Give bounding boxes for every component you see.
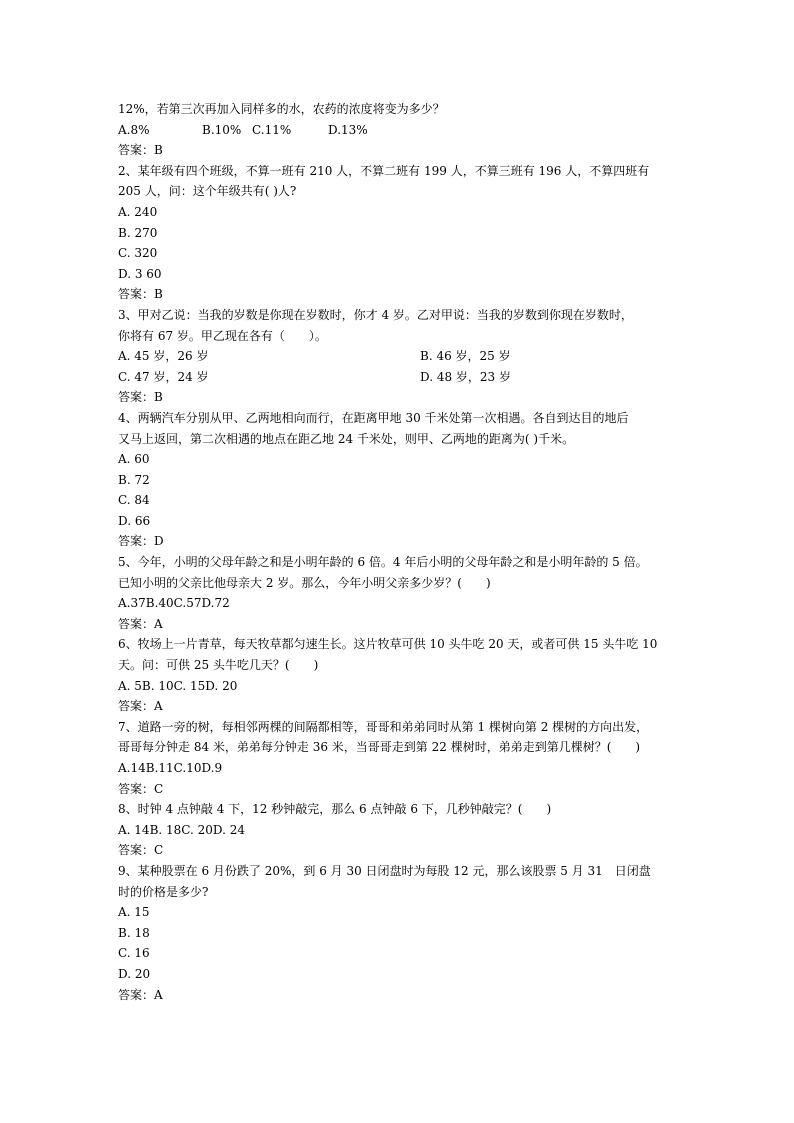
option-a: A. 15 bbox=[118, 905, 150, 920]
question-4-text: 4、两辆汽车分别从甲、乙两地相向而行，在距离甲地 30 千米处第一次相遇。各自到达目的地后 bbox=[118, 410, 629, 425]
document-page bbox=[118, 99, 718, 1005]
question-9-text-cont: 时的价格是多少? bbox=[118, 884, 209, 899]
question-8-text: 8、时钟 4 点钟敲 4 下，12 秒钟敲完，那么 6 点钟敲 6 下，几秒钟敲完？( ) bbox=[118, 802, 552, 817]
answer: 答案：A bbox=[118, 699, 163, 714]
option-b: B.10% bbox=[202, 122, 242, 137]
options-inline: A.14B.11C.10D.9 bbox=[118, 761, 223, 775]
question-3-text: 3、甲对乙说：当我的岁数是你现在岁数时，你才 4 岁。乙对甲说：当我的岁数到你现在岁数时， bbox=[118, 307, 633, 322]
question-2-text-cont: 205 人，问：这个年级共有( )人? bbox=[118, 184, 297, 199]
option-b: B. 46 岁，25 岁 bbox=[420, 349, 511, 364]
option-c: C. 84 bbox=[118, 493, 150, 508]
option-d: D. 3 60 bbox=[118, 266, 162, 281]
question-6-text: 6、牧场上一片青草，每天牧草都匀速生长。这片牧草可供 10 头牛吃 20 天，或者可供 15 头牛吃 10 bbox=[118, 637, 658, 652]
answer: 答案：B bbox=[118, 390, 163, 405]
option-c: C. 47 岁，24 岁 bbox=[118, 369, 209, 384]
answer: 答案：B bbox=[118, 143, 163, 158]
options-row bbox=[118, 367, 718, 388]
option-d: D.13% bbox=[328, 122, 368, 137]
question-4-text-cont: 又马上返回，第二次相遇的地点在距乙地 24 千米处，则甲、乙两地的距离为( )千米。 bbox=[118, 431, 575, 446]
answer: 答案：B bbox=[118, 287, 163, 302]
option-a: A. 240 bbox=[118, 204, 158, 219]
option-a: A.8% bbox=[118, 122, 150, 137]
question-2-text: 2、某年级有四个班级，不算一班有 210 人，不算二班有 199 人，不算三班有 196 人，不算四班有 bbox=[118, 163, 650, 178]
option-b: B. 270 bbox=[118, 225, 158, 240]
options-inline bbox=[118, 120, 718, 141]
question-7-text: 7、道路一旁的树，每相邻两棵的间隔都相等，哥哥和弟弟同时从第 1 棵树向第 2 棵树的方向出发， bbox=[118, 719, 649, 734]
question-fragment: 12%，若第三次再加入同样多的水，农药的浓度将变为多少？ bbox=[118, 102, 445, 116]
question-6-text-cont: 天。问：可供 25 头牛吃几天？( ) bbox=[118, 658, 319, 673]
option-d: D. 48 岁，23 岁 bbox=[420, 369, 511, 384]
answer: 答案：D bbox=[118, 534, 164, 549]
answer: 答案：C bbox=[118, 781, 164, 796]
options-inline: A. 14B. 18C. 20D. 24 bbox=[118, 822, 246, 837]
option-c: C.11% bbox=[252, 122, 292, 137]
answer: 答案：A bbox=[118, 616, 163, 631]
option-d: D. 66 bbox=[118, 513, 151, 528]
question-9-text: 9、某种股票在 6 月份跌了 20%，到 6 月 30 日闭盘时为每股 12 元，那么该股票 5 月 31 日闭盘 bbox=[118, 863, 651, 878]
question-7-text-cont: 哥哥每分钟走 84 米，弟弟每分钟走 36 米，当哥哥走到第 22 棵树时，弟弟走到第几棵树？( ) bbox=[118, 740, 641, 755]
option-c: C. 16 bbox=[118, 946, 150, 961]
option-b: B. 18 bbox=[118, 925, 150, 940]
options-row bbox=[118, 346, 718, 367]
option-a: A. 45 岁，26 岁 bbox=[118, 349, 209, 364]
option-a: A. 60 bbox=[118, 452, 150, 467]
option-c: C. 320 bbox=[118, 246, 158, 261]
answer: 答案：C bbox=[118, 843, 164, 858]
answer: 答案：A bbox=[118, 987, 163, 1002]
option-d: D. 20 bbox=[118, 966, 151, 981]
question-5-text: 5、今年，小明的父母年龄之和是小明年龄的 6 倍。4 年后小明的父母年龄之和是小明年龄的 5 倍。 bbox=[118, 555, 648, 570]
options-inline: A.37B.40C.57D.72 bbox=[118, 596, 230, 611]
question-3-text-cont: 你将有 67 岁。甲乙现在各有（ ）。 bbox=[118, 328, 327, 343]
option-b: B. 72 bbox=[118, 472, 150, 487]
options-inline: A. 5B. 10C. 15D. 20 bbox=[118, 678, 238, 693]
question-5-text-cont: 已知小明的父亲比他母亲大 2 岁。那么，今年小明父亲多少岁？( ) bbox=[118, 575, 491, 590]
